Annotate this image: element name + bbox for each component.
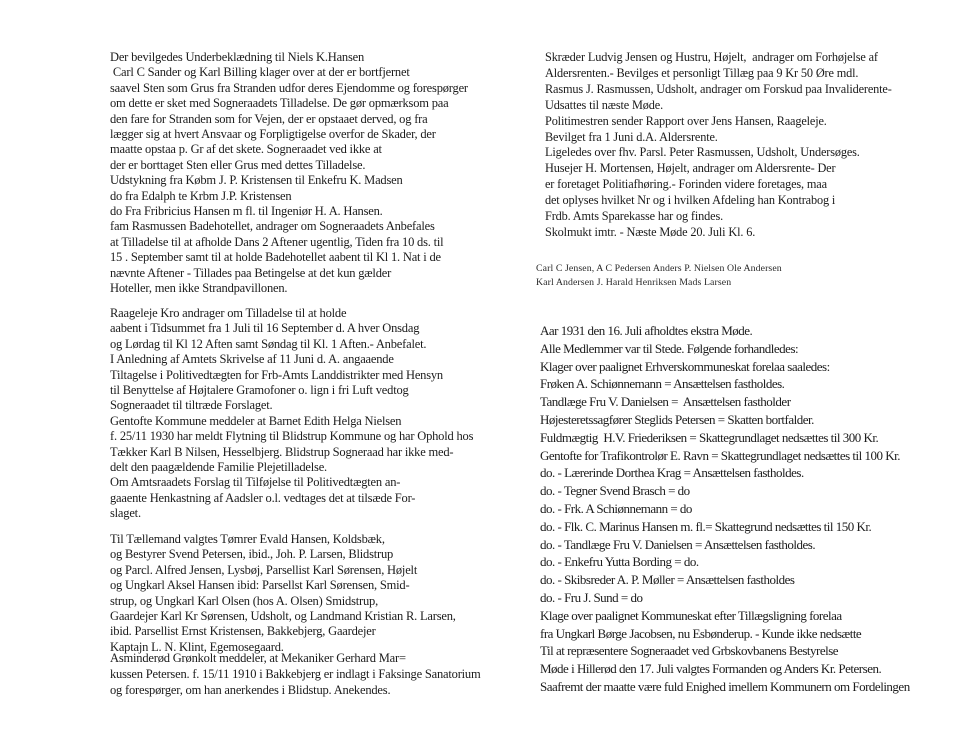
text-line: Gaardejer Karl Kr Sørensen, Udsholt, og Landmand Kristian R. Larsen, [110,609,456,624]
text-line: Karl Andersen J. Harald Henriksen Mads Larsen [536,276,732,288]
text-line: der er borttaget Sten eller Grus med dettes Tilladelse. [110,157,366,172]
text-line: do Fra Fribricius Hansen m fl. til Ingeniør H. A. Hansen. [110,204,383,219]
text-line: 15 . September samt til at holde Badehotellet aabent til Kl 1. Nat i de [110,250,441,265]
text-line: Om Amtsraadets Forslag til Tilføjelse til Politivedtægten an- [110,475,401,490]
text-line: delt den paagældende Familie Plejetilladelse. [110,460,327,475]
text-line: do fra Edalph te Krbm J.P. Kristensen [110,188,292,203]
text-line: fam Rasmussen Badehotellet, andrager om Sogneraadets Anbefales [110,219,435,234]
text-line: do. - Skibsreder A. P. Møller = Ansættelsen fastholdes [540,572,795,588]
text-line: Der bevilgedes Underbeklædning til Niels K.Hansen [110,50,365,64]
text-line: fra Ungkarl Børge Jacobsen, nu Esbønderup. - Kunde ikke nedsætte [540,625,862,641]
text-line: om dette er sket med Sogneraadets Tilladelse. De gør opmærksom paa [110,96,449,111]
text-line: Gentofte for Trafikontrolør E. Ravn = Skattegrundlaget nedsættes til 100 Kr. [540,447,900,463]
text-line: Rasmus J. Rasmussen, Udsholt, andrager om Forskud paa Invaliderente- [545,81,892,96]
text-line: Asminderød Grønkolt meddeler, at Mekaniker Gerhard Mar= [110,651,406,665]
text-line: Udsattes til næste Møde. [545,97,663,112]
signature-block [536,262,782,289]
text-line: gaaente Henkastning af Aadsler o.l. vedtages det at tilsæde For- [110,490,416,505]
paragraph-raageleje-kro [110,306,473,522]
text-line: og Parcl. Alfred Jensen, Lysbøj, Parsellist Karl Sørensen, Højelt [110,562,418,577]
text-line: Møde i Hillerød den 17. Juli valgtes Formanden og Anders Kr. Petersen. [540,661,882,677]
text-line: Saafremt der maatte være fuld Enighed imellem Kommunern om Fordelingen [540,678,910,694]
text-line: Hoteller, men ikke Strandpavillonen. [110,281,288,296]
text-line: den fare for Stranden som for Vejen, der er opstaaet derved, og fra [110,111,428,126]
text-line: f. 25/11 1930 har meldt Flytning til Blidstrup Kommune og har Ophold hos [110,429,474,444]
text-line: til Benyttelse af Højtalere Gramofoner o. lign i fri Luft vedtog [110,383,409,398]
text-line: ibid. Parsellist Ernst Kristensen, Bakkebjerg, Gaardejer [110,624,376,639]
paragraph-asminderoed-notice [110,650,481,698]
text-line: er foretaget Politiafhøring.- Forinden videre foretages, maa [545,177,827,192]
text-line: saavel Sten som Grus fra Stranden udfor deres Ejendomme og forespørger [110,80,468,95]
text-line: do. - Frk. A Schiønnemann = do [540,500,692,516]
text-line: kussen Petersen. f. 15/11 1910 i Bakkebjerg er indlagt i Faksinge Sanatorium [110,667,481,681]
text-line: det oplyses hvilket Nr og i hvilken Afdeling han Kontrabog i [545,193,836,208]
text-line: Til at repræsentere Sogneraadet ved Grbskovbanens Bestyrelse [540,643,839,659]
text-line: Alle Medlemmer var til Stede. Følgende forhandledes: [540,340,799,356]
text-line: Kaptajn L. N. Klint, Egemosegaard. [110,639,284,654]
text-line: do. - Tegner Svend Brasch = do [540,483,690,499]
text-line: do. - Flk. C. Marinus Hansen m. fl.= Skattegrund nedsættes til 150 Kr. [540,518,872,534]
text-line: Frdb. Amts Sparekasse har og findes. [545,209,724,224]
text-line: og Bestyrer Svend Petersen, ibid., Joh. P. Larsen, Blidstrup [110,547,394,562]
text-line: Carl C Sander og Karl Billing klager over at der er bortfjernet [110,65,410,80]
text-line: Højesteretssagfører Steglids Petersen = Skatten bortfalder. [540,411,814,427]
text-line: aabent i Tidsummet fra 1 Juli til 16 September d. A hver Onsdag [110,321,420,336]
text-line: Aldersrenten.- Bevilges et personligt Tillæg paa 9 Kr 50 Øre mdl. [545,65,859,80]
text-line: Aar 1931 den 16. Juli afholdtes ekstra Møde. [540,323,753,338]
text-line: do. - Tandlæge Fru V. Danielsen = Ansættelsen fastholdes. [540,536,816,552]
text-line: do. - Fru J. Sund = do [540,589,643,605]
text-line: Skolmukt imtr. - Næste Møde 20. Juli Kl. 6. [545,224,756,239]
text-line: nævnte Aftener - Tillades paa Betingelse at det kun gælder [110,265,392,280]
text-line: Tiltagelse i Politivedtægten for Frb-Amts Landdistrikter med Hensyn [110,367,443,382]
text-line: Udstykning fra Købm J. P. Kristensen til Enkefru K. Madsen [110,173,403,188]
text-line: Sogneraadet til tiltræde Forslaget. [110,398,273,413]
text-line: Skræder Ludvig Jensen og Hustru, Højelt, andrager om Forhøjelse af [545,50,878,64]
text-line: Til Tællemand valgtes Tømrer Evald Hansen, Koldsbæk, [110,532,385,546]
text-line: slaget. [110,506,141,521]
text-line: Gentofte Kommune meddeler at Barnet Edith Helga Nielsen [110,413,402,428]
text-line: Politimestren sender Rapport over Jens Hansen, Raageleje. [545,113,827,128]
text-line: lægger sig at hvert Ansvaar og Forpligtigelse overfor de Skader, der [110,127,436,142]
text-line: og Lørdag til Kl 12 Aften samt Søndag til Kl. 1 Aften.- Anbefalet. [110,336,427,351]
text-line: I Anledning af Amtets Skrivelse af 11 Juni d. A. angaaende [110,352,394,367]
text-line: Klager over paalignet Erhverskommuneskat forelaa saaledes: [540,358,830,374]
paragraph-pension-applications [545,50,892,241]
text-line: maatte opstaa p. Gr af det skete. Sogneraadet ved ikke at [110,142,382,157]
text-line: og forespørger, om han anerkendes i Blidstup. Anekendes. [110,683,391,697]
text-line: Frøken A. Schiønnemann = Ansættelsen fastholdes. [540,376,785,392]
text-line: Bevilget fra 1 Juni d.A. Aldersrente. [545,129,718,144]
text-line: Tækker Karl B Nilsen, Hesselbjerg. Blidstrup Sogneraad har ikke med- [110,444,454,459]
text-line: at Tilladelse til at afholde Dans 2 Aftener ugentlig, Tiden fra 10 ds. til [110,234,444,249]
paragraph-claims-and-parcelling [110,50,468,297]
text-line: Carl C Jensen, A C Pedersen Anders P. Nielsen Ole Andersen [536,263,782,274]
text-line: do. - Enkefru Yutta Bording = do. [540,554,699,570]
text-line: Klage over paalignet Kommuneskat efter Tillægsligning forelaa [540,607,842,623]
text-line: do. - Lærerinde Dorthea Krag = Ansættelsen fastholdes. [540,465,804,481]
text-line: Raageleje Kro andrager om Tilladelse til at holde [110,306,347,320]
text-line: Fuldmægtig H.V. Friederiksen = Skattegrundlaget nedsættes til 300 Kr. [540,429,879,445]
text-line: Husejer H. Mortensen, Højelt, andrager om Aldersrente- Der [545,161,836,176]
text-line: Ligeledes over fhv. Parsl. Peter Rasmussen, Udsholt, Undersøges. [545,145,860,160]
text-line: strup, og Ungkarl Karl Olsen (hos A. Olsen) Smidstrup, [110,593,378,608]
text-line: og Ungkarl Aksel Hansen ibid: Parsellst Karl Sørensen, Smid- [110,578,410,593]
paragraph-taellemand-election [110,532,456,655]
text-line: Tandlæge Fru V. Danielsen = Ansættelsen fastholder [540,394,791,410]
paragraph-extra-meeting-1931 [540,322,910,696]
